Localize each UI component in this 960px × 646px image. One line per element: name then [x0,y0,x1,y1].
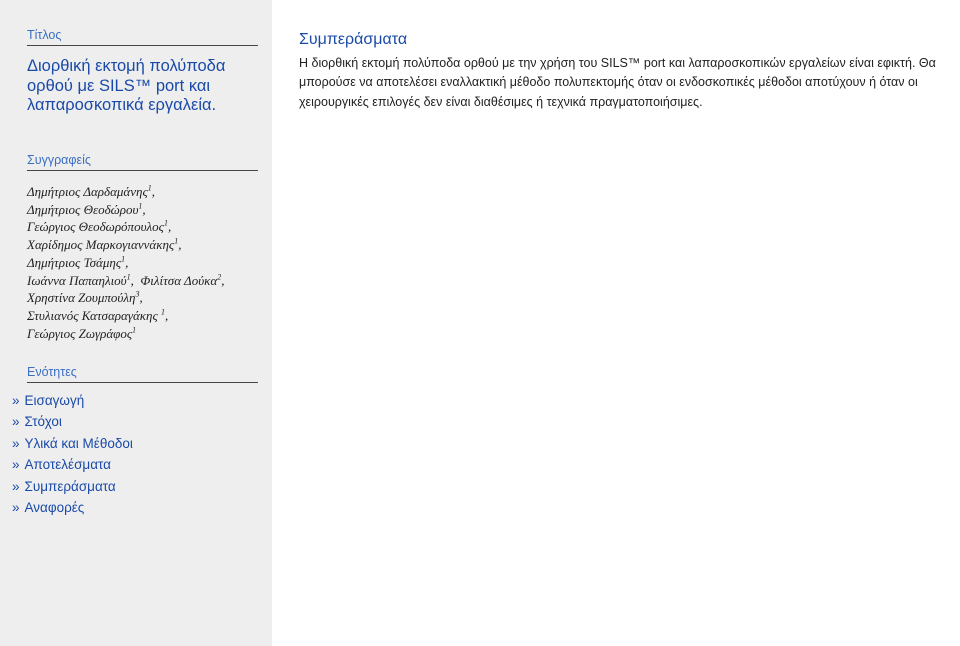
sidebar [0,0,272,646]
nav-link-label: Συμπεράσματα [24,478,116,494]
author-name: Δημήτριος Δαρδαμάνης [27,184,148,199]
nav-link-introduction[interactable] [12,390,133,411]
author-name: Φιλίτσα Δούκα [140,272,218,288]
bullet-icon: » [12,457,20,473]
author-separator: , [139,290,143,306]
author-separator: , [221,272,225,288]
author-separator: , [142,201,146,217]
author-affiliation: 1 [138,201,143,211]
authors-section-heading: Συγγραφείς [27,153,258,171]
author-separator: , [178,237,182,253]
nav-link-references[interactable] [12,497,133,518]
author-separator: , [125,254,129,270]
nav-link-label: Αποτελέσματα [24,457,111,473]
author-name: Στυλιανός Κατσαραγάκης [27,307,161,323]
bullet-icon: » [12,478,20,494]
author-affiliation: 1 [121,254,126,264]
title-section-heading: Τίτλος [27,28,258,46]
nav-link-results[interactable] [12,454,133,475]
nav-link-label: Αναφορές [24,500,85,516]
author-separator: , [151,184,156,199]
author-affiliation: 1 [126,272,131,282]
author-affiliation: 1 [163,219,168,229]
section-heading: Συμπεράσματα [299,31,408,48]
author-name: Χαρίδημος Μαρκογιαννάκης [27,237,175,253]
bullet-icon: » [12,500,20,516]
author-separator: , [167,219,172,235]
sections-heading: Ενότητες [27,365,258,383]
nav-link-label: Εισαγωγή [24,393,85,408]
author-affiliation: 1 [147,183,152,193]
author-line [27,272,267,290]
nav-link-methods[interactable] [12,433,133,454]
author-separator: , [165,307,169,323]
author-name: Δημήτριος Θεοδώρου [27,201,139,217]
bullet-icon: » [12,393,20,408]
author-line [27,325,267,343]
author-name: Γεώργιος Θεοδωρόπουλος [27,219,164,235]
author-separator: , [130,272,134,288]
author-line [27,307,267,325]
author-line [27,218,267,236]
section-paragraph: Η διορθική εκτομή πολύποδα ορθού με την χρήση του SILS™ port και λαπαροσκοπικών εργαλείων είναι εφικτή. Θα μπορούσε να αποτελέσει εναλλακτική μέθοδο πολυπεκτομής όταν οι ενδοσκοπικές μέθοδοι αποτύχουν ή όταν οι χειρουργικές επιλογές δεν είναι διαθέσιμες ή τεχνικά πραγματοποιήσιμες. [299,56,936,109]
author-affiliation: 1 [161,307,165,317]
author-line [27,289,267,307]
document-title: Διορθική εκτομή πολύποδα ορθού με SILS™ port και λαπαροσκοπικά εργαλεία. [27,57,226,114]
author-affiliation: 1 [132,325,137,335]
author-name: Δημήτριος Τσάμης [27,254,122,270]
authors-list [27,183,267,342]
main-content [299,31,951,112]
author-line [27,183,267,201]
author-name: Χρηστίνα Ζουμπούλη [27,290,136,306]
author-line [27,201,267,219]
author-line [27,236,267,254]
author-line [27,254,267,272]
bullet-icon: » [12,414,20,430]
nav-link-label: Υλικά και Μέθοδοι [24,435,133,451]
author-affiliation: 1 [174,236,179,246]
author-name: Ιωάννα Παπαηλιού [27,272,127,288]
sections-nav [12,390,133,518]
nav-link-label: Στόχοι [24,414,62,430]
bullet-icon: » [12,435,20,451]
nav-link-conclusions[interactable] [12,476,133,497]
nav-link-objectives[interactable] [12,411,133,432]
author-affiliation: 2 [217,272,222,282]
author-affiliation: 3 [135,289,140,299]
author-name: Γεώργιος Ζωγράφος [27,325,133,341]
